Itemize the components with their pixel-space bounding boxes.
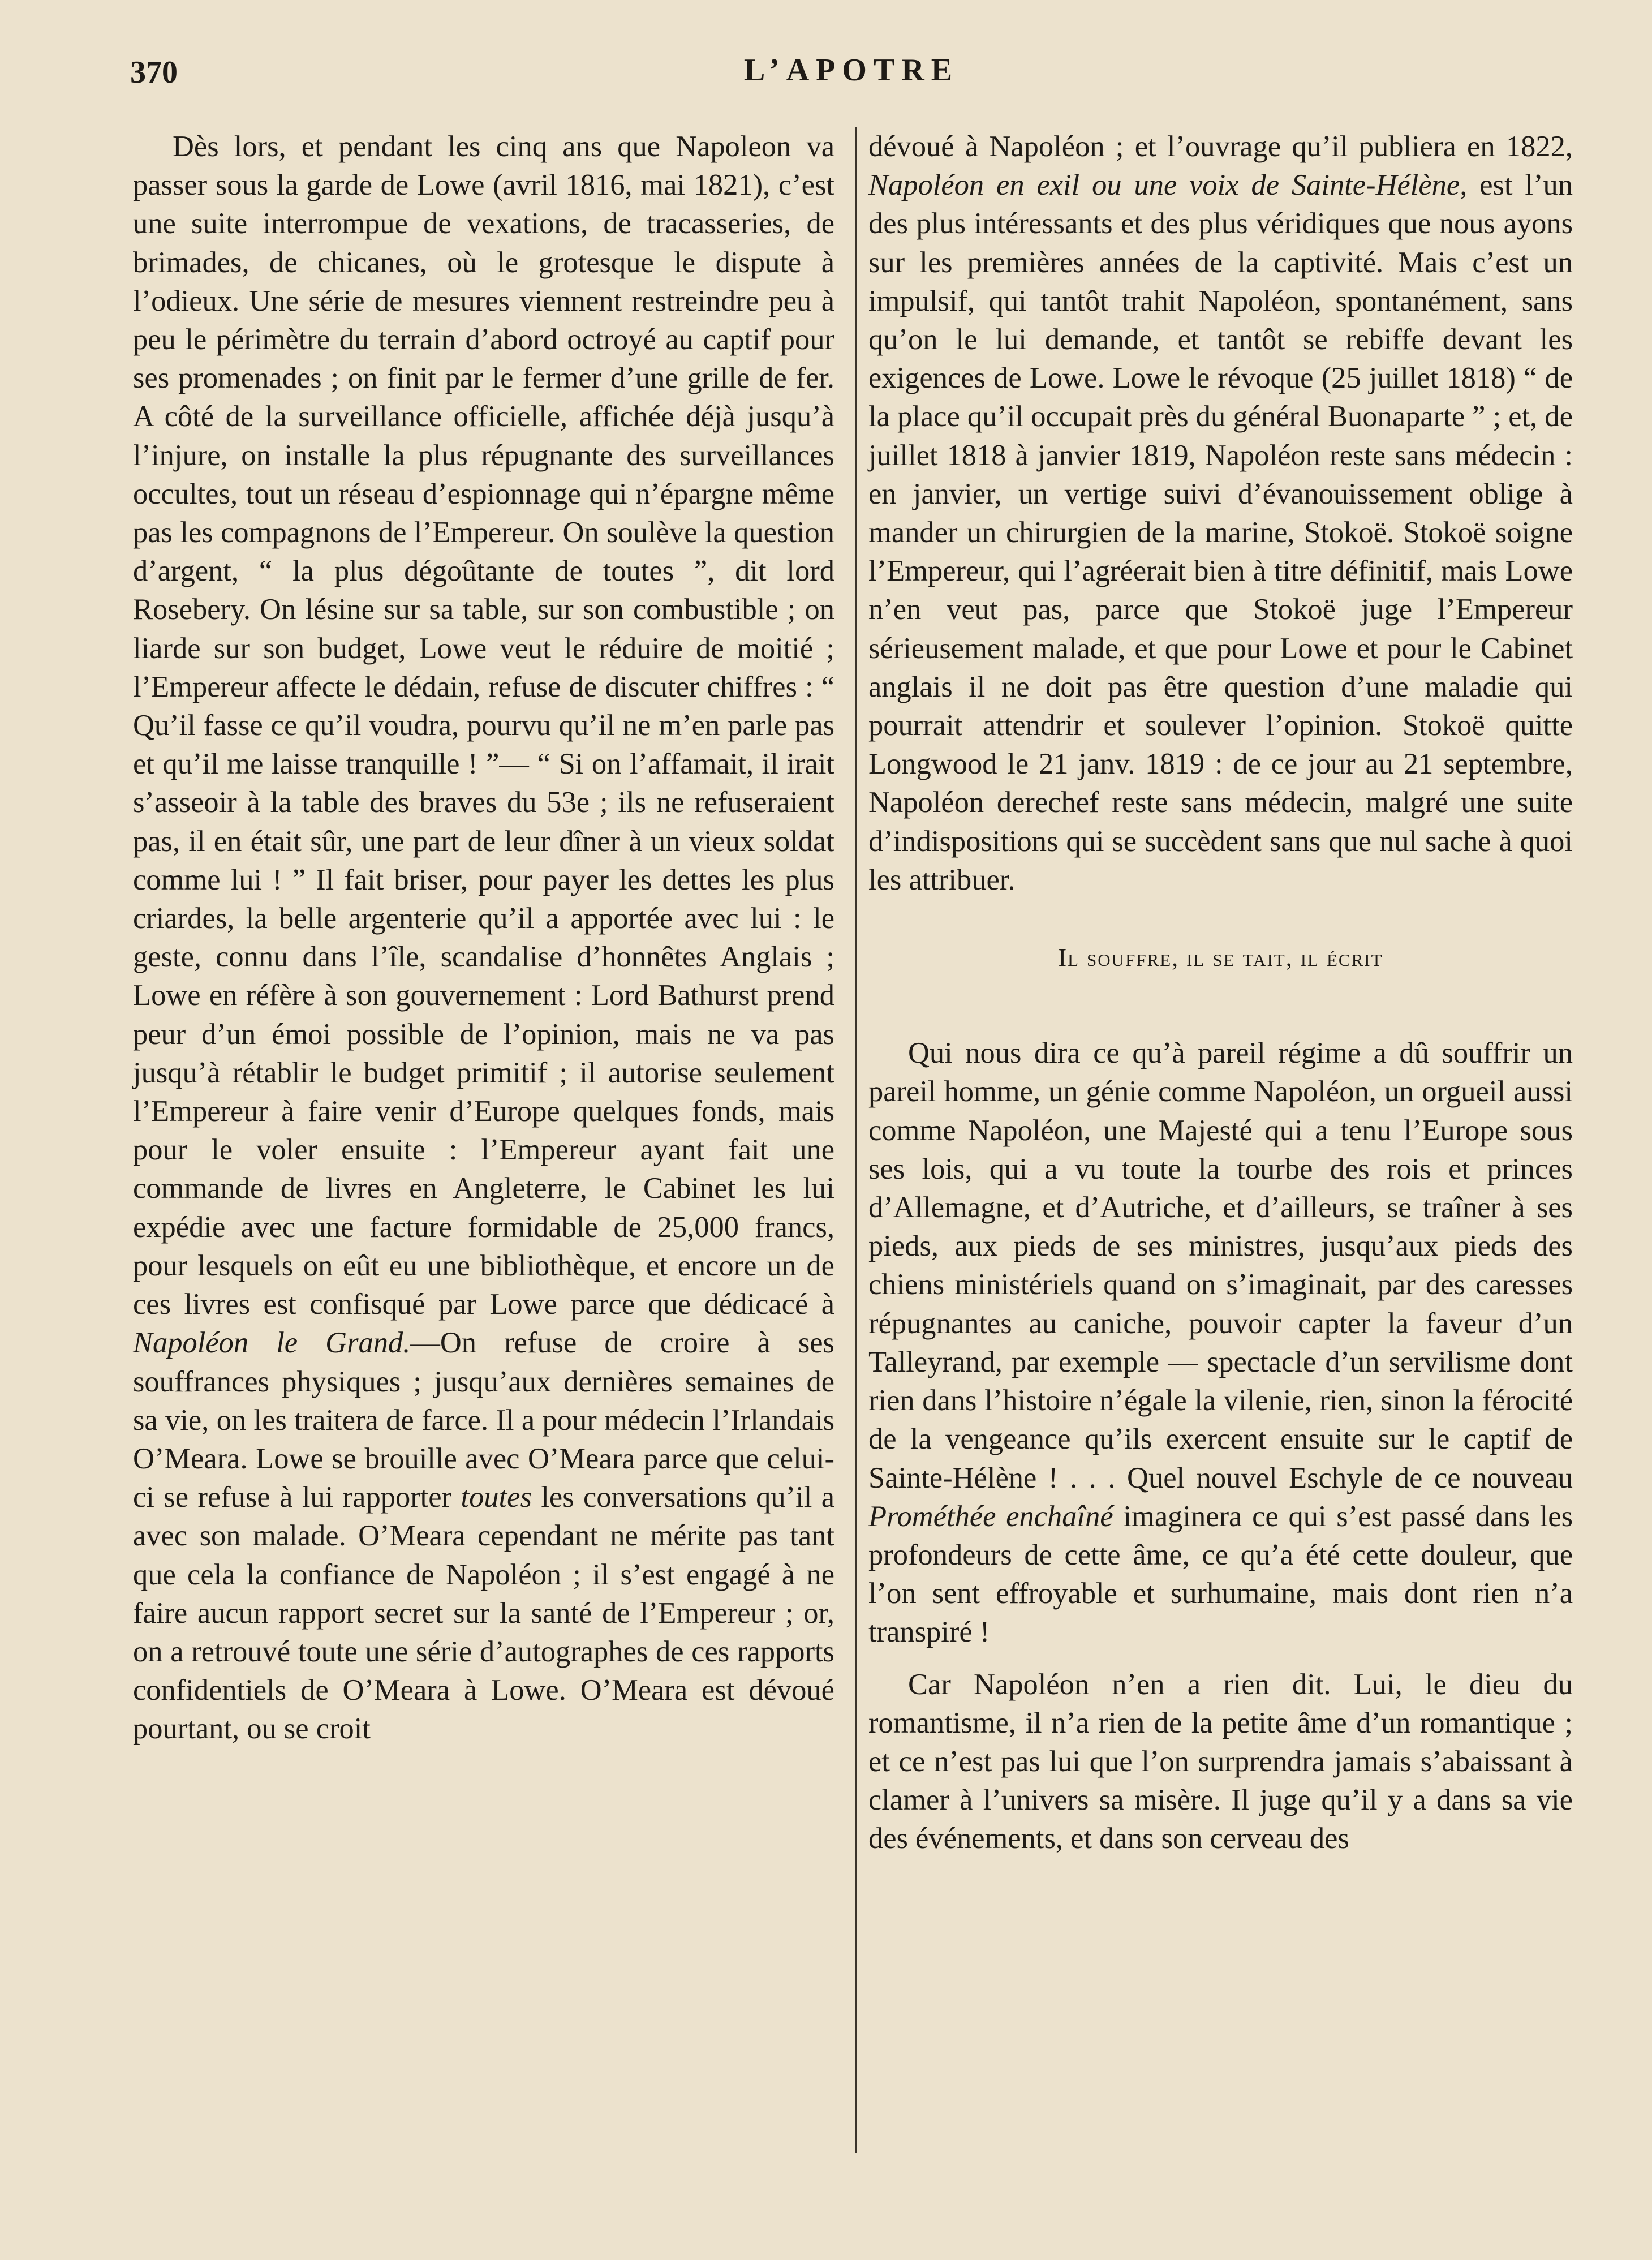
paragraph <box>133 127 834 1748</box>
paragraph <box>868 127 1573 899</box>
italic-title: Napoléon le Grand. <box>133 1326 411 1360</box>
text-run: les conversations qu’il a avec son malade. O’Meara cependant ne mérite pas tant que cela la confiance de Napoléon ; il s’est engagé à ne faire aucun rapport secret sur la santé de l’Empereur ; or, on a retrouvé toute une série d’autographes de ces rapports confidentiels de O’Meara à Lowe. O’Meara est dévoué pourtant, ou se croit <box>133 1481 835 1746</box>
text-run: imaginera ce qui s’est passé dans les profondeurs de cette âme, ce qu’a été cette douleur, que l’on sent effroyable et surhumaine, mais dont rien n’a transpiré ! <box>868 1499 1573 1649</box>
running-title: L’APOTRE <box>743 53 960 88</box>
paragraph <box>868 1034 1573 1651</box>
right-column <box>868 127 1573 1858</box>
italic-title: Napoléon en exil ou une voix de Sainte-Hélène, <box>868 169 1468 202</box>
section-heading: Il souffre, il se tait, il écrit <box>1058 944 1383 972</box>
column-divider <box>855 127 857 2153</box>
page-header <box>130 50 1573 101</box>
text-run: Dès lors, et pendant les cinq ans que Napoleon va passer sous la garde de Lowe (avril 1816, mai 1821), c’est une suite interrompue de vexations, de tracasseries, de brimades, de chicanes, où le grotesque le dispute à l’odieux. Une série de mesures viennent restreindre peu à peu le périmètre du terrain d’abord octroyé au captif pour ses promenades ; on finit par le fermer d’une grille de fer. A côté de la surveillance officielle, affichée déjà jusqu’à l’injure, on installe la plus répugnante des surveillances occultes, tout un réseau d’espionnage qui n’épargne même pas les compagnons de l’Empereur. On soulève la question d’argent, “ la plus dégoûtante de toutes ”, dit lord Rosebery. On lésine sur sa table, sur son combustible ; on liarde sur son budget, Lowe veut le réduire de moitié ; l’Empereur affecte le dédain, refuse de discuter chiffres : “ Qu’il fasse ce qu’il voudra, pourvu qu’il ne m’en parle pas et qu’il me laisse tranquille ! ”— “ Si on l’affamait, il irait s’asseoir à la table des braves du 53e ; ils ne refuseraient pas, il en était sûr, une part de leur dîner à un vieux soldat comme lui ! ” Il fait briser, pour payer les dettes les plus criardes, la belle argenterie qu’il a apportée avec lui : le geste, connu dans l’île, scandalise d’honnêtes Anglais ; Lowe en réfère à son gouvernement : Lord Bathurst prend peur d’un émoi possible de l’opinion, mais ne va pas jusqu’à rétablir le budget primitif ; il autorise seulement l’Empereur à faire venir d’Europe quelques fonds, mais pour le voler ensuite : l’Empereur ayant fait une commande de livres en Angleterre, le Cabinet les lui expédie avec une facture formidable de 25,000 francs, pour lesquels on eût eu une bibliothèque, et encore un de ces livres est confisqué par Lowe parce que dédicacé à <box>133 130 834 1321</box>
italic-title: Prométhée enchaîné <box>868 1499 1113 1533</box>
page-number: 370 <box>130 55 178 90</box>
italic-word: toutes <box>461 1481 532 1514</box>
text-run: Qui nous dira ce qu’à pareil régime a dû souffrir un pareil homme, un génie comme Napoléon, un orgueil aussi comme Napoléon, une Majesté qui a tenu l’Europe sous ses lois, qui a vu toute la tourbe des rois et princes d’Allemagne, et d’Autriche, et d’ailleurs, se traîner à ses pieds, aux pieds de ses ministres, jusqu’aux pieds des chiens ministériels quand on s’imaginait, par des caresses répugnantes au caniche, pouvoir capter la faveur d’un Talleyrand, par exemple — spectacle d’un servilisme dont rien dans l’histoire n’égale la vilenie, rien, sinon la férocité de la vengeance qu’ils exercent ensuite sur le captif de Sainte-Hélène ! . . . Quel nouvel Eschyle de ce nouveau <box>868 1037 1573 1494</box>
text-run: est l’un des plus intéressants et des plus véridiques que nous ayons sur les premières années de la captivité. Mais c’est un impulsif, qui tantôt trahit Napoléon, spontanément, sans qu’on le lui demande, et tantôt se rebiffe devant les exigences de Lowe. Lowe le révoque (25 juillet 1818) “ de la place qu’il occupait près du général Buonaparte ” ; et, de juillet 1818 à janvier 1819, Napoléon reste sans médecin : en janvier, un vertige suivi d’évanouissement oblige à mander un chirurgien de la marine, Stokoë. Stokoë soigne l’Empereur, qui l’agréerait bien à titre définitif, mais Lowe n’en veut pas, parce que Stokoë juge l’Empereur sérieusement malade, et que pour Lowe et pour le Cabinet anglais il ne doit pas être question d’une maladie qui pourrait attendrir et soulever l’opinion. Stokoë quitte Longwood le 21 janv. 1819 : de ce jour au 21 septembre, Napoléon derechef reste sans médecin, malgré une suite d’indispositions qui se succèdent sans que nul sache à quoi les attribuer. <box>868 169 1573 896</box>
paragraph: Car Napoléon n’en a rien dit. Lui, le dieu du romantisme, il n’a rien de la petite âme d’un romantique ; et ce n’est pas lui que l’on surprendra jamais s’abaissant à clamer à l’univers sa misère. Il juge qu’il y a dans sa vie des événements, et dans son cerveau des <box>868 1668 1573 1855</box>
left-column <box>133 127 834 1748</box>
text-run: dévoué à Napoléon ; et l’ouvrage qu’il publiera en 1822, <box>868 130 1573 163</box>
text-run: —On refuse de croire à ses souffrances physiques ; jusqu’aux dernières semaines de sa vie, on les traitera de farce. Il a pour médecin l’Irlandais O’Meara. Lowe se brouille avec O’Meara parce que celui-ci se refuse à lui rapporter <box>133 1326 834 1514</box>
